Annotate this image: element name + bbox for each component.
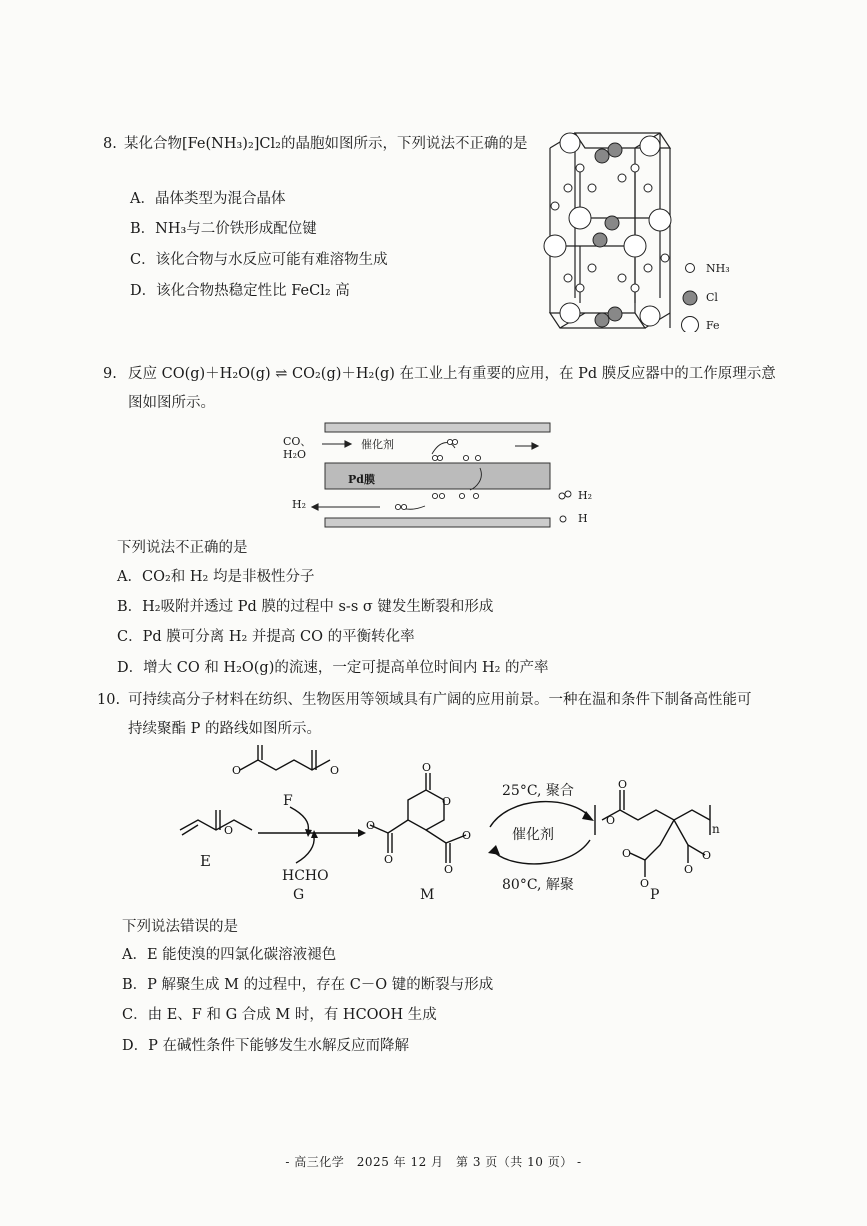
- q10-label-g-formula: HCHO: [282, 868, 329, 884]
- q9-option-d: D．增大 CO 和 H₂O(g)的流速，一定可提高单位时间内 H₂ 的产率: [117, 660, 549, 676]
- q10-option-d: D．P 在碱性条件下能够发生水解反应而降解: [122, 1038, 409, 1054]
- q9-membrane-label: Pd膜: [348, 473, 375, 486]
- svg-text:O: O: [622, 847, 632, 860]
- svg-text:O: O: [422, 761, 432, 774]
- q10-stem-line1: 可持续高分子材料在纺织、生物医用等领域具有广阔的应用前景。一种在温和条件下制备高性能可: [128, 692, 752, 708]
- q10-label-g: G: [293, 887, 305, 903]
- q9-option-c: C．Pd 膜可分离 H₂ 并提高 CO 的平衡转化率: [117, 629, 415, 645]
- q9-legend-h: H: [578, 512, 588, 525]
- q10-label-e: E: [200, 852, 211, 870]
- q9-option-b: B．H₂吸附并透过 Pd 膜的过程中 s-s σ 键发生断裂和形成: [117, 599, 494, 615]
- q9-legend-symbols: [555, 488, 579, 528]
- q10-stem-line2: 持续聚酯 P 的路线如图所示。: [128, 721, 321, 737]
- svg-text:O: O: [702, 849, 712, 862]
- page-footer: - 高三化学 2025 年 12 月 第 3 页（共 10 页） -: [285, 1155, 582, 1169]
- q10-option-a: A．E 能使溴的四氯化碳溶液褪色: [122, 947, 337, 963]
- q10-label-f: F: [283, 793, 293, 809]
- svg-text:O: O: [442, 795, 452, 808]
- svg-text:O: O: [366, 819, 376, 832]
- svg-text:O: O: [684, 863, 694, 876]
- svg-text:O: O: [462, 829, 472, 842]
- q10-lead: 下列说法错误的是: [122, 919, 238, 935]
- svg-text:O: O: [606, 814, 616, 827]
- q9-h2-outlet-label: H₂: [292, 498, 307, 511]
- svg-text:O: O: [640, 877, 650, 890]
- q9-stem-line1: 反应 CO(g)＋H₂O(g) ⇌ CO₂(g)＋H₂(g) 在工业上有重要的应用，在 Pd 膜反应器中的工作原理示意: [128, 366, 776, 382]
- q10-label-p: P: [650, 887, 660, 903]
- q9-inlet-label: CO、: [283, 435, 312, 448]
- q10-number: 10.: [97, 692, 121, 708]
- q9-option-a: A．CO₂和 H₂ 均是非极性分子: [117, 569, 315, 585]
- q8-legend-cl: Cl: [706, 291, 718, 304]
- q9-lead: 下列说法不正确的是: [117, 540, 248, 556]
- q9-catalyst-label: 催化剂: [361, 438, 394, 451]
- q9-stem-line2: 图如图所示。: [128, 395, 215, 411]
- q8-legend-fe: Fe: [706, 319, 720, 332]
- q10-catalyst-label: 催化剂: [512, 827, 554, 843]
- q10-forward-condition: 25°C, 聚合: [502, 783, 574, 799]
- q8-option-a: A．晶体类型为混合晶体: [130, 191, 286, 207]
- q10-backward-condition: 80°C, 解聚: [502, 877, 574, 893]
- q8-option-c: C．该化合物与水反应可能有难溶物生成: [130, 252, 388, 268]
- svg-text:O: O: [384, 853, 394, 866]
- q8-legend-nh3: NH₃: [706, 262, 730, 275]
- svg-text:O: O: [444, 863, 454, 876]
- q10-option-c: C．由 E、F 和 G 合成 M 时，有 HCOOH 生成: [122, 1007, 437, 1023]
- svg-text:O: O: [330, 764, 340, 777]
- q8-option-b: B．NH₃与二价铁形成配位键: [130, 221, 317, 237]
- q10-label-m: M: [420, 887, 435, 903]
- q8-number: 8.: [103, 136, 117, 152]
- q10-reaction-scheme: [170, 745, 730, 905]
- q8-stem: 某化合物[Fe(NH₃)₂]Cl₂的晶胞如图所示，下列说法不正确的是: [124, 136, 528, 152]
- q8-legend-symbols: [680, 260, 704, 332]
- q9-number: 9.: [103, 366, 117, 382]
- q10-option-b: B．P 解聚生成 M 的过程中，存在 C－O 键的断裂与形成: [122, 977, 494, 993]
- q10-repeat-unit-n: n: [712, 822, 720, 836]
- svg-text:O: O: [224, 824, 234, 837]
- svg-text:O: O: [618, 778, 628, 791]
- q8-option-d: D．该化合物热稳定性比 FeCl₂ 高: [130, 283, 350, 299]
- q9-legend-h2: H₂: [578, 489, 593, 502]
- svg-text:O: O: [232, 764, 242, 777]
- q8-unit-cell-figure: [540, 128, 680, 338]
- q9-inlet-label-h2o: H₂O: [283, 448, 307, 461]
